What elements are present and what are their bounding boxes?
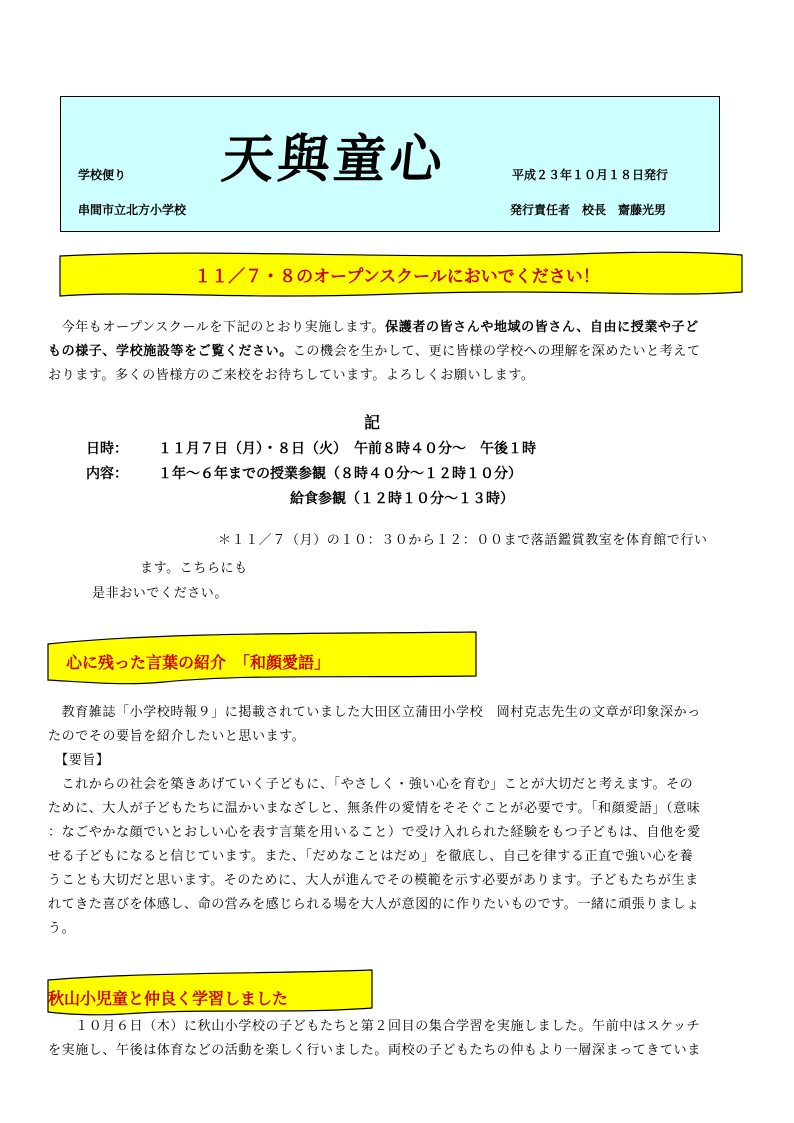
publisher: 発行責任者 校長 齋藤光男 (510, 203, 667, 217)
content-label: 内容： (86, 466, 128, 482)
section3-line: を実施し、午後は体育などの活動を楽しく行いました。両校の子どもたちの仲もより一層深まってきていま (48, 1043, 701, 1058)
section3-body (48, 1015, 758, 1063)
section2-line: せる子どもになると信じています。また、「だめなことはだめ」を徹底し、自己を律する正直で強い心を養 (48, 849, 694, 864)
ki-heading: 記 (364, 413, 381, 432)
section2-line: これからの社会を築きあげていく子どもに、「やさしく・強い心を育む」ことが大切だと考えます。その (48, 777, 694, 792)
section2-line: れてきた喜びを体感し、命の営みを感じられる場を大人が意図的に作りたいものです。一緒に頑張りましょ (48, 897, 700, 912)
school-name: 串間市立北方小学校 (78, 203, 187, 217)
p1-text-a: 今年もオープンスクールを下記のとおり実施します。 (61, 320, 386, 335)
section2-line: うことも大切だと思います。そのために、大人が進んでその模範を示す必要があります。子どもたちが生ま (48, 873, 699, 888)
date-label: 日時： (86, 441, 128, 457)
content-value-1: １年～６年までの授業参観（８時４０分～１２時１０分） (158, 466, 522, 482)
section1-title: １１／７・８のオープンスクールにおいでください！ (194, 267, 600, 287)
section2-line: ：なごやかな顔でいとおしい心を表す言葉を用いること）で受け入れられた経験をもつ子どもは、自他を愛 (48, 825, 701, 840)
content-value-2: 給食参観（１２時１０分～１３時） (290, 491, 514, 507)
p1-text-c: おります。多くの皆様方のご来校をお待ちしています。よろしくお願いします。 (48, 368, 535, 383)
section2-line: たのでその要旨を紹介したいと思います。 (48, 729, 306, 744)
issue-date: 平成２３年１０月１８日発行 (512, 168, 669, 182)
p1-text-b: この機会を生かして、更に皆様の学校への理解を深めたいと考えて (292, 344, 701, 359)
section3-line: １０月６日（木）に秋山小学校の子どもたちと第２回目の集合学習を実施しました。午前中はスケッチ (48, 1019, 701, 1034)
section2-line: 【要旨】 (48, 753, 110, 768)
date-value: １１月７日（月）・８日（火） 午前８時４０分～ 午後１時 (158, 441, 536, 457)
section1-paragraph (48, 316, 748, 388)
note-line-3: 是非おいでください。 (92, 586, 229, 601)
section2-body (48, 701, 758, 941)
masthead-title: 天與童心 (218, 129, 450, 190)
note-line-1: ＊１１／７（月）の１０：３０から１２：００まで落語鑑賞教室を体育館で行い (218, 533, 708, 548)
section2-line: 教育雑誌「小学校時報９」に掲載されていました大田区立蒲田小学校 岡村克志先生の文章が印象深かっ (48, 705, 701, 720)
p1-bold-b: もの様子、学校施設等をご覧ください。 (48, 344, 293, 359)
note-line-2: ます。こちらにも (140, 561, 248, 576)
newsletter-label: 学校便り (78, 168, 127, 182)
section2-line: う。 (48, 921, 76, 936)
section2-title: 心に残った言葉の紹介 「和顔愛語」 (66, 653, 331, 672)
p1-bold-a: 保護者の皆さんや地域の皆さん、自由に授業や子ど (385, 320, 699, 335)
section2-line: ために、大人が子どもたちに温かいまなざしと、無条件の愛情をそそぐことが必要です。「和顔愛語」（意味 (48, 801, 701, 816)
section3-title: 秋山小児童と仲良く学習しました (48, 989, 289, 1008)
